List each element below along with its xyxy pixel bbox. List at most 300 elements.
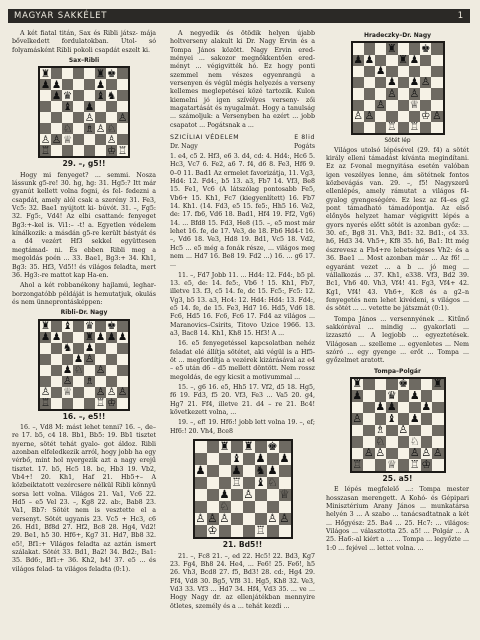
black-knight-icon: ♞ (106, 89, 117, 102)
white-knight-icon: ♘ (219, 499, 230, 514)
board-square (51, 354, 62, 365)
white-pawn-icon: ♙ (352, 411, 363, 425)
board-square (73, 376, 84, 387)
white-knight-icon: ♘ (62, 122, 73, 135)
black-bishop-icon: ♝ (255, 475, 266, 490)
player-white: Dr. Nagy (170, 143, 198, 151)
black-rook-icon: ♜ (40, 319, 51, 332)
white-rook-icon: ♖ (95, 396, 106, 409)
col1-analysis-paragraph: Hogy mi fenyeget? ... semmi. Noszа lássunk g5-re! 30. hg, hg: 31. Hg5:? Itt már gyanút kellett volna fogni, és fel- fedezni a csapdát, amely alól csak a szerény 31. Fe3, Vc5: 32. Bae1 nyújtott ki- búvót. 31. –, Fg5: 32. Fg5:, Vd4! Az elbi csattanó: fenyeget Bg3:+-kel is. Vi1:– -t! a. Egyetlen védelem kínálkozik: a másdán g5-re került bástyát és a d4 vezért Hf3 sekkel együttesen megtámad- ni. És ebben Ribli meg a megoldás poén ... 33. Bae1, Bg3:+ 34. Kh1, Bg3: 35. Hf3, Vd5!! és világos feladta, mert 36. Hg3:-re mattot kap Ha-en. (12, 171, 156, 279)
white-pawn-icon: ♙ (84, 111, 95, 124)
board-square (95, 123, 106, 134)
board-square (117, 134, 128, 145)
board-square (95, 68, 106, 79)
board-square (95, 387, 106, 398)
board-square (398, 425, 410, 437)
white-king-icon: ♔ (207, 523, 218, 538)
board-square (421, 379, 433, 391)
board-square (62, 343, 73, 354)
board-square (432, 425, 444, 437)
board-square (117, 376, 128, 387)
board-square (207, 453, 219, 465)
board-square (117, 387, 128, 398)
board-square (40, 112, 51, 123)
board-square (40, 134, 51, 145)
board-square (73, 343, 84, 354)
board-square (62, 112, 73, 123)
white-rook-icon: ♖ (231, 475, 242, 490)
board-square (40, 145, 51, 156)
board-square (279, 489, 291, 501)
board-square (62, 332, 73, 343)
board-square (420, 122, 431, 133)
board-square (267, 477, 279, 489)
board-square (386, 436, 398, 448)
board-square (219, 513, 231, 525)
chess-diagram-1 (38, 66, 130, 158)
board-square (398, 66, 409, 77)
board-square (409, 390, 421, 402)
board-square (375, 97, 386, 111)
white-queen-icon: ♕ (279, 487, 290, 502)
col2-analysis-paragraph-2: 16. e5 fenyegetéssel kapcsolatban nehéz feladat elé állítja sötétet, aki végül is a Hf5-öt ... megfordítja a vezérek kizárásával az e4 – e5 után d6 – d5 mellett döntött. Nem rossz megoldás, de egy kicsit a motivummal ... (170, 340, 315, 381)
white-pawn-icon: ♙ (432, 109, 442, 123)
col3-final-paragraph: E lépés megfelelő ...: Tompa mester hosszasan merengett. A Kohó- és Gépipari Minisztérium Arany János ... munkatársa helyén 3 ... A szabo ... tanácsadtatnak a két ... Hőgyész: 25. Ba4 ... 25. Hc7: ... világos: Világos ... választotta 25. a5! ... Polgár ... A 25. Ha6:-al kiért a ... ... Tompa ... legyőzte ... 1:0 ... fejével ... lettet volna. ... (326, 486, 469, 552)
board-square (398, 122, 409, 133)
board-square (431, 55, 442, 66)
board-square (95, 79, 106, 90)
board-square (279, 513, 291, 525)
column-3 (326, 30, 469, 555)
black-pawn-icon: ♟ (195, 463, 206, 478)
board-square (219, 525, 231, 537)
board-square (117, 101, 128, 112)
white-bishop-icon: ♗ (84, 122, 95, 135)
board-square (95, 112, 106, 123)
board-square (219, 453, 231, 465)
board-square (106, 387, 117, 398)
board-square (207, 489, 219, 501)
black-rook-icon: ♜ (84, 330, 95, 343)
col3-analysis-paragraph: Világos utolsó lépésével (29. f4) a sötét király elleni támadást kívánta megindítani. Ez az f-vonal megnyitása esetén valóban igen veszélyes lenne, ám sötétnek fontos közbevágás van. 29. –, f5! Nagyszerű ellenlépés, amely rámutat a világos f4-gyalog gyengeségére. Ez lesz az f4–es g2 pont támadható támadópontja. Az első előnyös helyzet hamar végigvitt lépés a gyors nyerés előtt sötét is azonban győz: ... 30. ef:, Bg8 31. Vh3, Bd1: 32. Bd1:, c4 33. h6, Hd3 34. Vh5+, Kf8 35. h6, Ba1: Itt még észrevesz a Fh4+re lebetségeses Vh2: és a 36. Bae1 ... Most azonban már ... Az f6! ... egyaránt vezet ... a b ... jó meg ... vállalkozás ... 37. Kh1, e338. Vf3, Bd2 39. Bc1, Vh6 40. Vh3, Vf4! 41. Fg3, Vf4+ 42. Kg1, Vf4! 43. Vh6+, Kc8 és a g2–n fenyegetés nem lehet kivédeni, s világos ... és sötét ... ... vetette be játszmát (0:1). (326, 146, 469, 313)
board-square (255, 489, 267, 501)
white-bishop-icon: ♗ (375, 423, 386, 437)
board-square (353, 52, 364, 66)
board-square (106, 354, 117, 365)
black-pawn-icon: ♟ (267, 463, 278, 478)
white-pawn-icon: ♙ (62, 374, 73, 387)
black-pawn-icon: ♟ (255, 451, 266, 466)
board-square (73, 90, 84, 101)
chess-diagram-3 (193, 439, 293, 539)
board-square (106, 321, 117, 332)
board-square (267, 441, 279, 453)
chess-diagram-2 (38, 319, 130, 411)
board-square (409, 413, 421, 425)
board-square (363, 413, 375, 425)
black-pawn-icon: ♟ (95, 78, 106, 91)
board-square (398, 459, 410, 471)
white-rook-icon: ♖ (40, 396, 51, 409)
board-square (195, 513, 207, 525)
white-pawn-icon: ♙ (84, 352, 95, 365)
board-square (117, 343, 128, 354)
black-pawn-icon: ♟ (409, 411, 420, 425)
board-square (243, 441, 255, 453)
white-pawn-icon: ♙ (353, 109, 363, 123)
board-square (375, 66, 386, 77)
board-square (375, 459, 387, 471)
board-square (398, 379, 410, 391)
board-square (421, 402, 433, 414)
board-square (117, 321, 128, 332)
board-square (84, 365, 95, 376)
black-bishop-icon: ♝ (231, 451, 242, 466)
board-square (84, 387, 95, 398)
board-square (243, 501, 255, 513)
white-pawn-icon: ♙ (375, 97, 386, 111)
board-square (73, 365, 84, 376)
board-square (62, 101, 73, 112)
board-square (432, 413, 444, 425)
board-square (431, 43, 442, 54)
black-pawn-icon: ♟ (387, 75, 397, 89)
board-square (106, 343, 117, 354)
white-pawn-icon: ♙ (375, 446, 386, 460)
white-pawn-icon: ♙ (117, 111, 128, 124)
board-square (73, 134, 84, 145)
board-square (421, 413, 433, 425)
board-square (352, 459, 364, 471)
board-square (40, 90, 51, 101)
board-square (95, 145, 106, 156)
white-knight-icon: ♘ (106, 122, 117, 135)
board-square (84, 376, 95, 387)
board-square (432, 459, 444, 471)
white-queen-icon: ♕ (409, 97, 420, 111)
col2-analysis-paragraph-3: 15. –, g6 16. e5, Hh5 17. Vf2, d5 18. Hg5, f6 19. Fd3, f5 20. Vf3, Fe3 ... Va5 20. g4, Hg7 21. Ff4, illetve 21. d4 – re 21. Bc4! következett volna, ... (170, 384, 315, 417)
board-square (231, 513, 243, 525)
board-square (84, 343, 95, 354)
board-square (62, 387, 73, 398)
col1-transition-paragraph: Ahol a két robbanékony hajlamú, leghar- borzongatóbb példáját is hemutatjuk, okulás és nem ünneprontásképpen: (12, 282, 156, 306)
player-black: Pogáts (294, 143, 315, 151)
board-square (255, 477, 267, 489)
board-square (386, 122, 397, 133)
white-knight-icon: ♘ (267, 475, 278, 490)
board-square (364, 88, 375, 99)
board-square (386, 425, 398, 437)
board-square (62, 398, 73, 409)
board-square (353, 111, 364, 122)
board-square (255, 501, 267, 513)
white-rook-icon: ♖ (352, 457, 363, 471)
col2-analysis-paragraph-4: 19. –, ef! 19. Hf6:! jobb lett volna 19. –, ef; Hf6:! 20. Vh4, Bce8 (170, 419, 315, 435)
black-pawn-icon: ♟ (51, 89, 62, 102)
board-square (409, 459, 421, 471)
board-square (40, 343, 51, 354)
board-square (279, 525, 291, 537)
board-square (363, 425, 375, 437)
board-square (375, 122, 386, 133)
board-square (353, 88, 364, 99)
board-square (62, 68, 73, 79)
black-pawn-icon: ♟ (62, 363, 73, 376)
board-square (207, 525, 219, 537)
black-rook-icon: ♜ (387, 41, 397, 55)
board-square (255, 525, 267, 537)
black-pawn-icon: ♟ (231, 463, 242, 478)
white-pawn-icon: ♙ (219, 511, 230, 526)
board-square (73, 321, 84, 332)
white-pawn-icon: ♙ (51, 133, 62, 146)
board-square (386, 459, 398, 471)
board-square (409, 122, 420, 133)
black-king-icon: ♚ (106, 67, 117, 80)
black-pawn-icon: ♟ (352, 388, 363, 402)
chess-diagram-4 (351, 41, 445, 135)
board-square (84, 79, 95, 90)
board-square (117, 365, 128, 376)
black-knight-icon: ♞ (62, 341, 73, 354)
board-square (352, 390, 364, 402)
board-square (84, 332, 95, 343)
board-square (106, 112, 117, 123)
board-square (51, 343, 62, 354)
board-square (386, 43, 397, 54)
white-pawn-icon: ♙ (421, 446, 432, 460)
board-square (398, 448, 410, 460)
board-square (363, 459, 375, 471)
white-rook-icon: ♖ (117, 144, 128, 157)
board-square (420, 55, 431, 66)
black-pawn-icon: ♟ (409, 75, 420, 89)
black-pawn-icon: ♟ (40, 78, 51, 91)
white-king-icon: ♔ (421, 457, 432, 471)
board-square (84, 134, 95, 145)
board-square (364, 52, 375, 66)
black-pawn-icon: ♟ (117, 330, 128, 343)
board-square (432, 448, 444, 460)
black-king-icon: ♚ (420, 41, 431, 55)
board-square (73, 101, 84, 112)
board-square (267, 525, 279, 537)
black-king-icon: ♚ (267, 439, 278, 454)
white-king-icon: ♔ (420, 109, 431, 123)
board-square (375, 448, 387, 460)
black-bishop-icon: ♝ (95, 89, 106, 102)
board-square (106, 365, 117, 376)
board-square (40, 79, 51, 90)
board-square (51, 123, 62, 134)
board-square (62, 134, 73, 145)
white-king-icon: ♔ (106, 396, 117, 409)
black-rook-icon: ♜ (243, 439, 254, 454)
black-king-icon: ♚ (398, 377, 409, 391)
board-square (353, 77, 364, 88)
board-square (398, 436, 410, 448)
white-rook-icon: ♖ (409, 120, 420, 134)
board-square (73, 387, 84, 398)
board-square (386, 55, 397, 66)
black-pawn-icon: ♟ (95, 330, 106, 343)
board-square (84, 101, 95, 112)
board-square (352, 425, 364, 437)
white-pawn-icon: ♙ (364, 109, 375, 123)
board-square (117, 145, 128, 156)
white-pawn-icon: ♙ (95, 385, 106, 398)
board-square (117, 123, 128, 134)
board-square (386, 100, 397, 111)
board-square (219, 465, 231, 477)
board-square (432, 390, 444, 402)
black-pawn-icon: ♟ (375, 64, 386, 78)
board-square (73, 68, 84, 79)
board-square (51, 112, 62, 123)
white-pawn-icon: ♙ (387, 86, 397, 100)
board-square (431, 66, 442, 77)
board-square (409, 97, 420, 111)
board-square (62, 123, 73, 134)
board-square (117, 90, 128, 101)
white-pawn-icon: ♙ (106, 133, 117, 146)
board-square (106, 79, 117, 90)
black-pawn-icon: ♟ (51, 330, 62, 343)
white-queen-icon: ♕ (386, 457, 397, 471)
board-square (398, 88, 409, 99)
board-square (243, 465, 255, 477)
board-square (431, 122, 442, 133)
black-bishop-icon: ♝ (62, 319, 73, 332)
diagram-3-move: 21. Bd5!! (222, 540, 263, 550)
game-moves-paragraph: 1. e4, c5 2. Hf3, e6 3. d4, cd: 4. Hd4:, Hc6 5. Hc3, Vc7 6. Fe2, a6 7. f4, d6 8. Fe3, Hf6 9. 0–0 11. Bad1 Az ermelet favorizátja, 11. Vg3, Hd4: 12. Fd4:, b5 13. a3, Fb7 14. Vf3, Be8 15. Fe1, Vc6 (A látszólag pontosabb Fe5, Vb6+ 15. Kh1, Fc7 (kiegyenlített) 16. Fb7 14. Kh1. (14. Fd3, e5 15. fe5:, Hh5 16. Ve2, de: 17. fb6, Vd6 18. Bad1, Hf4 19. Ff2, Vg6) 14. ... Bfd8 15. Fd3, He8 (15. –, e5 most már lehet 16. fe, de 17. Ve3, de 18. Fb6 Hd4-t 16. –, Vd6 18. Ve3, Hd8 19. Bd1, Vc5 18. Vd2, Hc5 ... e5 még a fonák része, ... világos meg nem ... Hd7 16. Be8 19. Fd2 ...) 16. ... g6 17. ... (170, 152, 315, 269)
board-square (73, 145, 84, 156)
board-square (62, 79, 73, 90)
board-square (219, 441, 231, 453)
board-square (207, 441, 219, 453)
col3-tompa-paragraph: Tompa János ... versennyének ... Kitűnő sakkórával ... mindig ... gyakorlati ... izzasztó ... A legjobb ... egyeztetések. Világosan ... szelleme ... egyenletes ... Nem szóró ... egy gyenge ... erőt ... Tompa ... győzelmet aratott. (326, 315, 469, 365)
board-square (51, 134, 62, 145)
board-square (51, 101, 62, 112)
board-square (243, 453, 255, 465)
board-square (40, 123, 51, 134)
board-square (106, 101, 117, 112)
board-square (62, 90, 73, 101)
board-square (73, 354, 84, 365)
opening-heading (170, 134, 315, 142)
black-bishop-icon: ♝ (386, 411, 397, 425)
board-square (231, 477, 243, 489)
white-king-icon: ♔ (106, 144, 117, 157)
white-pawn-icon: ♙ (267, 511, 278, 526)
black-rook-icon: ♜ (352, 377, 363, 391)
board-square (51, 321, 62, 332)
board-square (95, 354, 106, 365)
board-square (375, 379, 387, 391)
board-square (62, 321, 73, 332)
black-queen-icon: ♛ (62, 89, 73, 102)
board-square (40, 321, 51, 332)
diagram-2-move: 16. –, e5!! (62, 411, 106, 421)
white-pawn-icon: ♙ (243, 487, 254, 502)
black-queen-icon: ♛ (386, 388, 397, 402)
board-square (117, 398, 128, 409)
board-square (62, 354, 73, 365)
board-square (62, 145, 73, 156)
opening-name: SZICÍLIAI VÉDELEM (170, 134, 240, 142)
white-pawn-icon: ♙ (432, 446, 443, 460)
black-rook-icon: ♜ (398, 52, 408, 66)
board-square (386, 88, 397, 99)
black-rook-icon: ♜ (432, 377, 443, 391)
board-square (195, 525, 207, 537)
white-pawn-icon: ♙ (95, 122, 106, 135)
black-pawn-icon: ♟ (73, 352, 84, 365)
board-square (73, 112, 84, 123)
page-number: 1 (457, 11, 464, 21)
board-square (431, 88, 442, 99)
white-rook-icon: ♖ (255, 523, 266, 538)
diagram-5-move: 25. a5! (382, 473, 413, 483)
board-square (398, 100, 409, 111)
board-square (117, 332, 128, 343)
board-square (62, 376, 73, 387)
board-square (106, 376, 117, 387)
white-rook-icon: ♖ (387, 120, 397, 134)
diagram-4-caption: Sötét lép (384, 138, 411, 145)
board-square (106, 145, 117, 156)
board-square (84, 68, 95, 79)
col2-intro-paragraph: A negyedik és ötödik helyen újabb holtverseny alakult ki Dr. Nagy Ervin és a Tompa János között. Nagy Ervin ered- ményei ... sakozor megnőkkentően ered- ményt ... végigvitték hó. Ez hogy ponti szemmel nem vészes egyenrangú a versenyen és végül mégis helyezés a verseny kellemes meglepetései közé tartozik. Kulon kiemelni jó igen szívélyes verseny- zői magatartását és nyugalmát. Hogy a tanulság ... számoljuk: a Versenyben ha ezért ... jobb csapatot ... Pogátsnak a ... (170, 30, 315, 129)
board-square (243, 513, 255, 525)
diagram-5-label: Tompa–Polgár (374, 367, 421, 375)
board-square (363, 448, 375, 460)
board-square (352, 436, 364, 448)
board-square (353, 66, 364, 77)
board-square (364, 122, 375, 133)
board-square (40, 101, 51, 112)
board-square (421, 425, 433, 437)
board-square (51, 332, 62, 343)
white-pawn-icon: ♙ (409, 86, 420, 100)
board-square (40, 332, 51, 343)
white-queen-icon: ♕ (62, 133, 73, 146)
black-pawn-icon: ♟ (386, 400, 397, 414)
board-square (106, 90, 117, 101)
board-square (117, 112, 128, 123)
board-square (95, 365, 106, 376)
black-pawn-icon: ♟ (375, 400, 386, 414)
black-pawn-icon: ♟ (106, 330, 117, 343)
board-square (279, 465, 291, 477)
col2-final-paragraph: 21. –, Fc8 21. –, ed 22. Hc5! 22. Bd3, Kg7 23. Fg4, Bh8 24. He4, ... Fe6! 25. Fe6!, h5 26. Vh3, Bcd8 27. f5, Bd3! 28. cd:, Hg4 29. Ff4, Vd8 30. Bg5, Vf8 31. Hg5, Kh8 32. Ve3, Vd3 33. Vf3 ... Hd7 34. Hf4, Vd3 35. ... ve ... Hogy Nagy dr. az ellenjátékban mennyire ötletes, személy és a ... tehát kezdi ... (170, 552, 315, 610)
board-square (386, 413, 398, 425)
column-2 (170, 30, 315, 613)
white-rook-icon: ♖ (409, 457, 420, 471)
board-square (51, 68, 62, 79)
board-square (420, 111, 431, 122)
board-square (51, 90, 62, 101)
opening-code: E 8lid (294, 134, 315, 142)
board-square (106, 398, 117, 409)
board-square (431, 77, 442, 88)
board-square (40, 365, 51, 376)
board-square (73, 398, 84, 409)
board-square (363, 390, 375, 402)
board-square (95, 343, 106, 354)
board-square (398, 402, 410, 414)
board-square (398, 77, 409, 88)
